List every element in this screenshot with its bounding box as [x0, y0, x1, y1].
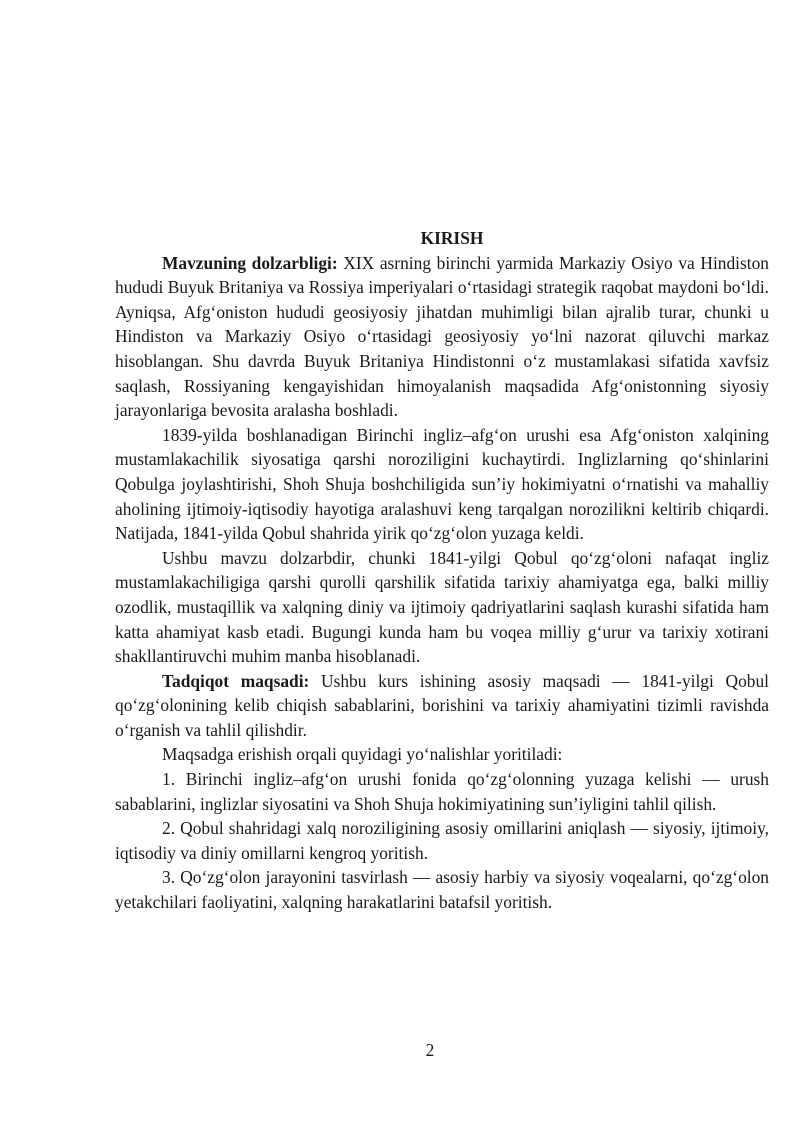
paragraph-research-goal — [115, 669, 769, 743]
paragraph-directions-intro — [115, 742, 769, 767]
paragraph-text: 2. Qobul shahridagi xalq noroziligining asosiy omillarini aniqlash — siyosiy, ijtimoiy, iqtisodiy va diniy omillarni kengroq yoritish. — [115, 818, 769, 863]
paragraph-lead: Tadqiqot maqsadi: — [162, 670, 310, 691]
paragraph-lead: Mavzuning dolzarbligi: — [162, 252, 338, 273]
page-content — [115, 226, 769, 915]
list-item-1 — [115, 767, 769, 816]
paragraph-topic-importance — [115, 546, 769, 669]
paragraph-text: Ushbu kurs ishining asosiy maqsadi — 1841-yilgi Qobul qoʻzgʻolonining kelib chiqish sabablarini, borishini va tarixiy ahamiyatini tizimli ravishda oʻrganish va tahlil qilishdir. — [115, 670, 769, 740]
paragraph-war-background — [115, 423, 769, 546]
list-item-3 — [115, 865, 769, 914]
paragraph-text: Ushbu mavzu dolzarbdir, chunki 1841-yilgi Qobul qoʻzgʻoloni nafaqat ingliz mustamlakachiligiga qarshi qurolli qarshilik sifatida tarixiy ahamiyatga ega, balki milliy ozodlik, mustaqillik va xalqning diniy va ijtimoiy qadriyatlarini saqlash kurashi sifatida ham katta ahamiyat kasb etadi. Bugungi kunda ham bu voqea milliy gʻurur va tarixiy xotirani shakllantiruvchi muhim manba hisoblanadi. — [115, 547, 769, 667]
paragraph-text: 1. Birinchi ingliz–afgʻon urushi fonida qoʻzgʻolonning yuzaga kelishi — urush sabablarini, inglizlar siyosatini va Shoh Shuja hokimiyatining sunʼiyligini tahlil qilish. — [115, 769, 769, 814]
paragraph-text: XIX asrning birinchi yarmida Markaziy Osiyo va Hindiston hududi Buyuk Britaniya va Rossiya imperiyalari oʻrtasidagi strategik raqobat maydoni boʻldi. Ayniqsa, Afgʻoniston hududi geosiyosiy jihatdan muhimligi bilan ajralib turar, chunki u Hindiston va Markaziy Osiyo oʻrtasidagi geosiyosiy yoʻlni nazorat qiluvchi markaz hisoblangan. Shu davrda Buyuk Britaniya Hindistonni oʻz mustamlakasi sifatida xavfsiz saqlash, Rossiyaning kengayishidan himoyalanish maqsadida Afgʻonistonning siyosiy jarayonlariga bevosita aralasha boshladi. — [115, 252, 769, 421]
paragraph-text: 3. Qoʻzgʻolon jarayonini tasvirlash — asosiy harbiy va siyosiy voqealarni, qoʻzgʻolon yetakchilari faoliyatini, xalqning harakatlarini batafsil yoritish. — [115, 867, 769, 913]
section-heading: KIRISH — [420, 228, 484, 248]
paragraph-relevance — [115, 251, 769, 423]
paragraph-text: 1839-yilda boshlanadigan Birinchi ingliz–afgʻon urushi esa Afgʻoniston xalqining mustamlakachilik siyosatiga qarshi noroziligini kuchaytirdi. Inglizlarning qoʻshinlarini Qobulga joylashtirishi, Shoh Shuja boshchiligida sunʼiy hokimiyatni oʻrnatishi va mahalliy aholining ijtimoiy-iqtisodiy hayotiga aralashuvi keng tarqalgan norozilikni keltirib chiqardi. Natijada, 1841-yilda Qobul shahrida yirik qoʻzgʻolon yuzaga keldi. — [115, 424, 769, 544]
paragraph-text: Maqsadga erishish orqali quyidagi yoʻnalishlar yoritiladi: — [162, 744, 563, 765]
page-number: 2 — [425, 1040, 435, 1060]
list-item-2 — [115, 816, 769, 865]
